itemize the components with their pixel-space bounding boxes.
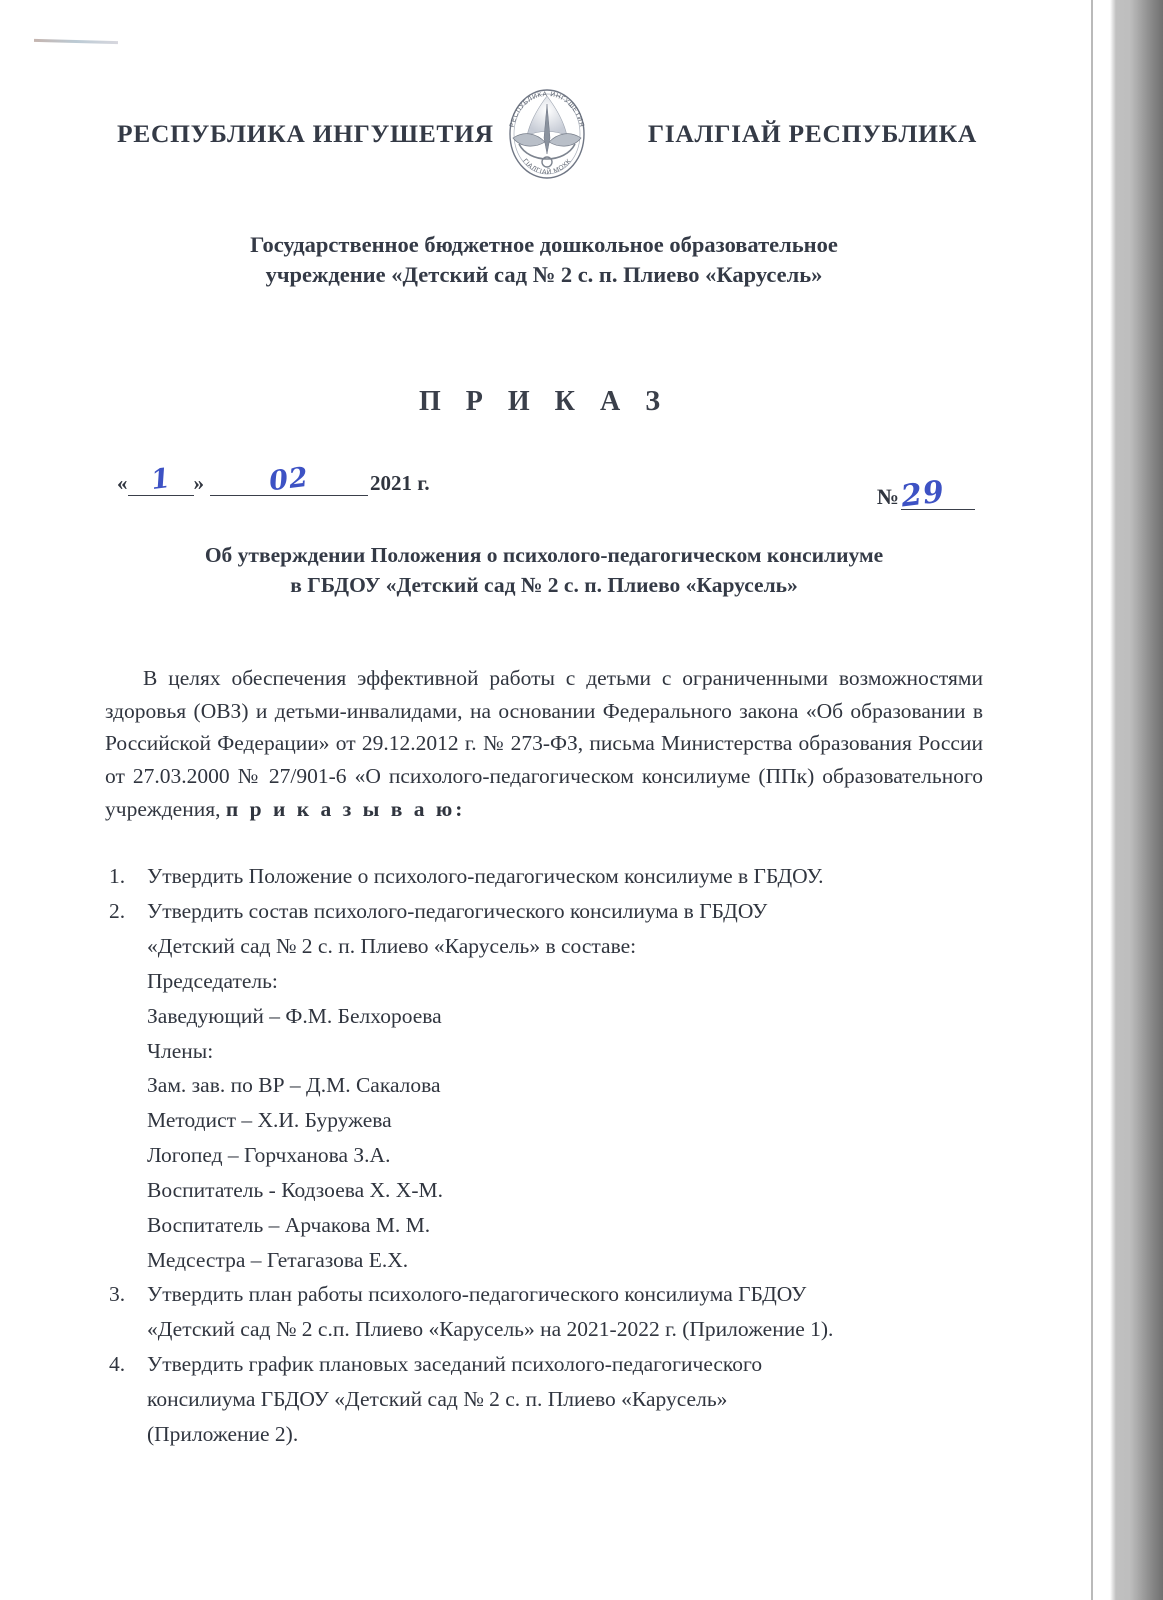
member-deputy-head: Зам. зав. по ВР – Д.М. Сакалова — [147, 1073, 441, 1098]
order-item-4-marker: 4. — [109, 1351, 126, 1376]
year-label: 2021 г. — [370, 470, 430, 495]
month-field[interactable] — [210, 461, 368, 498]
members-label: Члены: — [147, 1038, 214, 1063]
preamble-emphasis: п р и к а з ы в а ю: — [225, 796, 466, 821]
chairman-label: Председатель: — [147, 968, 278, 993]
order-item-2-marker: 2. — [109, 899, 126, 924]
svg-text:РЕСПУБЛИКА ИНГУШЕТИЯ: РЕСПУБЛИКА ИНГУШЕТИЯ — [508, 90, 586, 129]
order-item-2 — [105, 894, 983, 1277]
subject-line-2: в ГБДОУ «Детский сад № 2 с. п. Плиево «Карусель» — [290, 572, 798, 597]
month-handwritten-value: 02 — [267, 461, 311, 498]
republic-of-ingushetia-emblem-icon — [499, 78, 595, 190]
order-item-2-text: Утвердить состав психолого-педагогического консилиума в ГБДОУ — [147, 899, 768, 924]
quote-open: « — [117, 470, 128, 495]
document-number-group — [876, 474, 975, 515]
document-type-heading: П Р И К А З — [419, 385, 669, 417]
date-group — [117, 461, 430, 498]
member-speech-therapist: Логопед – Горчханова З.А. — [147, 1143, 391, 1168]
letterhead — [105, 78, 983, 190]
order-items-list — [105, 859, 983, 1451]
institution-line-2: учреждение «Детский сад № 2 с. п. Плиево «Карусель» — [265, 261, 823, 287]
preamble-text: В целях обеспечения эффективной работы с детьми с ограниченными возможностями здоровья (ОВЗ) и детьми-инвалидами, на основании Федерального закона «Об образовании в Российской Федерации» от 29.12.2012 г. № 273-ФЗ, письма Министерства образования России от 27.03.2000 № 27/901-6 «О психолого-педагогическом консилиуме (ППк) образовательного учреждения, — [105, 666, 983, 821]
preamble-paragraph — [105, 662, 983, 825]
subject-line-1: Об утверждении Положения о психолого-педагогическом консилиуме — [204, 542, 884, 567]
member-teacher-2: Воспитатель – Арчакова М. М. — [147, 1212, 431, 1237]
order-item-3-line-2: «Детский сад № 2 с.п. Плиево «Карусель» на 2021-2022 г. (Приложение 1). — [147, 1317, 834, 1342]
order-item-4-line-2: консилиума ГБДОУ «Детский сад № 2 с. п. Плиево «Карусель» — [147, 1386, 728, 1411]
letterhead-right-text: ГIАЛГIАЙ РЕСПУБЛИКА — [647, 119, 977, 148]
svg-text:ГIАЛГIАЙ МОХК: ГIАЛГIАЙ МОХК — [521, 157, 573, 177]
order-item-4-text: Утвердить график плановых заседаний психолого-педагогического — [147, 1351, 763, 1376]
day-handwritten-value: 1 — [148, 462, 173, 496]
date-and-number-row — [105, 461, 983, 515]
scan-page-edge-line — [1091, 0, 1093, 1600]
order-item-1 — [105, 859, 983, 894]
order-item-4-lines — [147, 1382, 983, 1452]
document-subject — [105, 540, 983, 600]
order-item-4-line-3: (Приложение 2). — [147, 1421, 299, 1446]
order-item-1-marker: 1. — [109, 864, 126, 889]
scan-edge-shadow — [1088, 0, 1163, 1600]
member-teacher-1: Воспитатель - Кодзоева Х. Х-М. — [147, 1177, 443, 1202]
institution-line-1: Государственное бюджетное дошкольное образовательное — [250, 232, 838, 257]
day-field[interactable] — [128, 462, 194, 496]
number-sign: № — [876, 483, 899, 509]
quote-close: » — [193, 470, 204, 495]
committee-institution-line: «Детский сад № 2 с. п. Плиево «Карусель» в составе: — [147, 934, 637, 959]
order-item-2-lines — [147, 929, 983, 1277]
letterhead-left-text: РЕСПУБЛИКА ИНГУШЕТИЯ — [117, 119, 494, 148]
order-item-4 — [105, 1347, 983, 1451]
member-nurse: Медсестра – Гетагазова Е.Х. — [147, 1247, 409, 1272]
member-head: Заведующий – Ф.М. Белхороева — [147, 1003, 442, 1028]
order-item-3-lines — [147, 1312, 983, 1347]
document-number-handwritten-value: 29 — [899, 474, 947, 515]
document-number-field[interactable] — [899, 474, 975, 515]
member-methodologist: Методист – Х.И. Буружева — [147, 1108, 392, 1133]
order-item-1-text: Утвердить Положение о психолого-педагогическом консилиуме в ГБДОУ. — [147, 864, 824, 889]
institution-name — [105, 230, 983, 290]
order-item-3-text: Утвердить план работы психолого-педагогического консилиума ГБДОУ — [147, 1282, 807, 1307]
order-item-3 — [105, 1277, 983, 1347]
order-item-3-marker: 3. — [109, 1282, 126, 1307]
